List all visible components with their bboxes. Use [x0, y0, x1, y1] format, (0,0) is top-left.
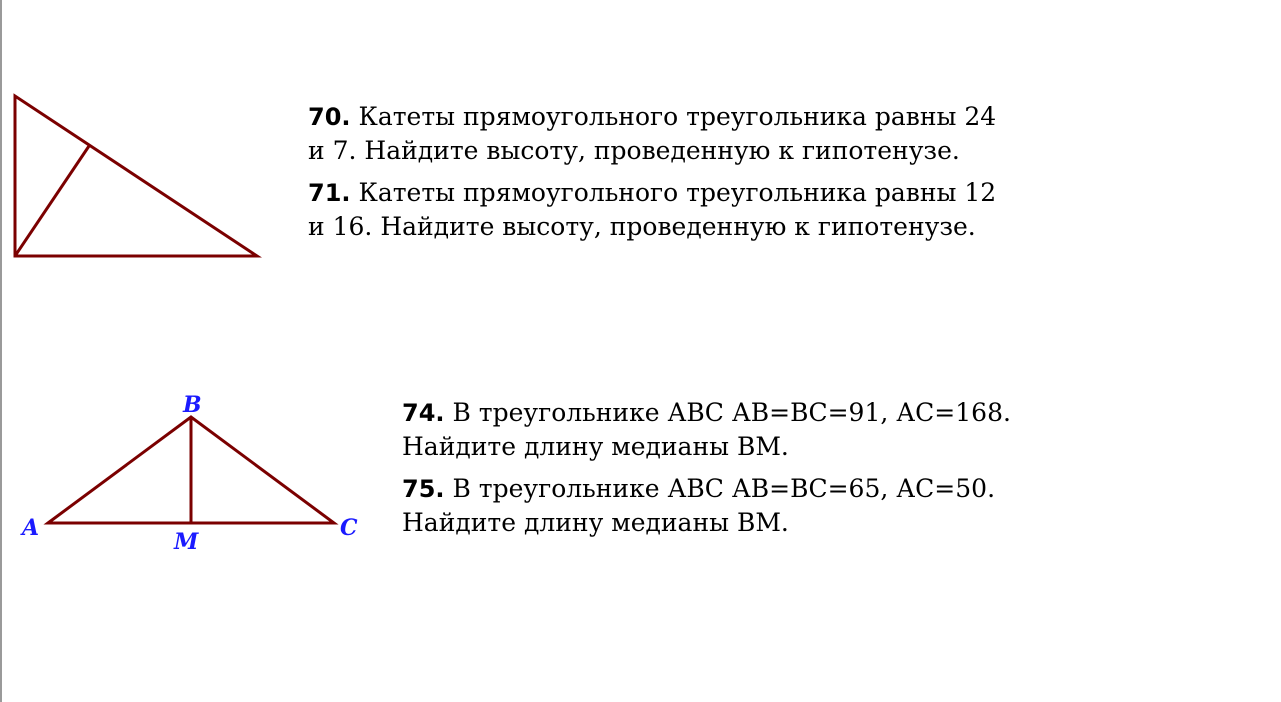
problem-70-line-2: и 7. Найдите высоту, проведенную к гипотенузе.: [308, 136, 960, 165]
problem-number: 74.: [402, 399, 445, 427]
problem-70-line-1: [308, 100, 996, 134]
problem-71-line-2: и 16. Найдите высоту, проведенную к гипотенузе.: [308, 212, 976, 241]
problem-70: [308, 100, 996, 168]
altitude-to-hypotenuse: [15, 146, 89, 256]
vertex-label-b: B: [183, 392, 202, 418]
problem-74: [402, 396, 1011, 464]
problem-74-line-2: Найдите длину медианы ВМ.: [402, 432, 789, 461]
right-triangle: [15, 96, 257, 256]
problem-71: [308, 176, 996, 244]
problem-number: 70.: [308, 103, 351, 131]
problem-text: Катеты прямоугольного треугольника равны 24: [358, 102, 997, 131]
problem-text: Катеты прямоугольного треугольника равны 12: [358, 178, 997, 207]
problem-75-line-2: Найдите длину медианы ВМ.: [402, 508, 789, 537]
problem-number: 75.: [402, 475, 445, 503]
vertex-label-a: A: [22, 515, 40, 541]
vertex-label-m: M: [174, 529, 199, 555]
right-triangle-figure: [0, 0, 270, 270]
problem-text: В треугольнике АВС АВ=ВС=65, АС=50.: [452, 474, 996, 503]
vertex-label-c: C: [340, 515, 358, 541]
problem-74-line-1: [402, 396, 1011, 430]
problem-number: 71.: [308, 179, 351, 207]
problem-75-line-1: [402, 472, 995, 506]
problem-text: В треугольнике АВС АВ=ВС=91, АС=168.: [452, 398, 1011, 427]
isosceles-triangle-figure: [0, 380, 380, 570]
problem-75: [402, 472, 995, 540]
problem-71-line-1: [308, 176, 996, 210]
